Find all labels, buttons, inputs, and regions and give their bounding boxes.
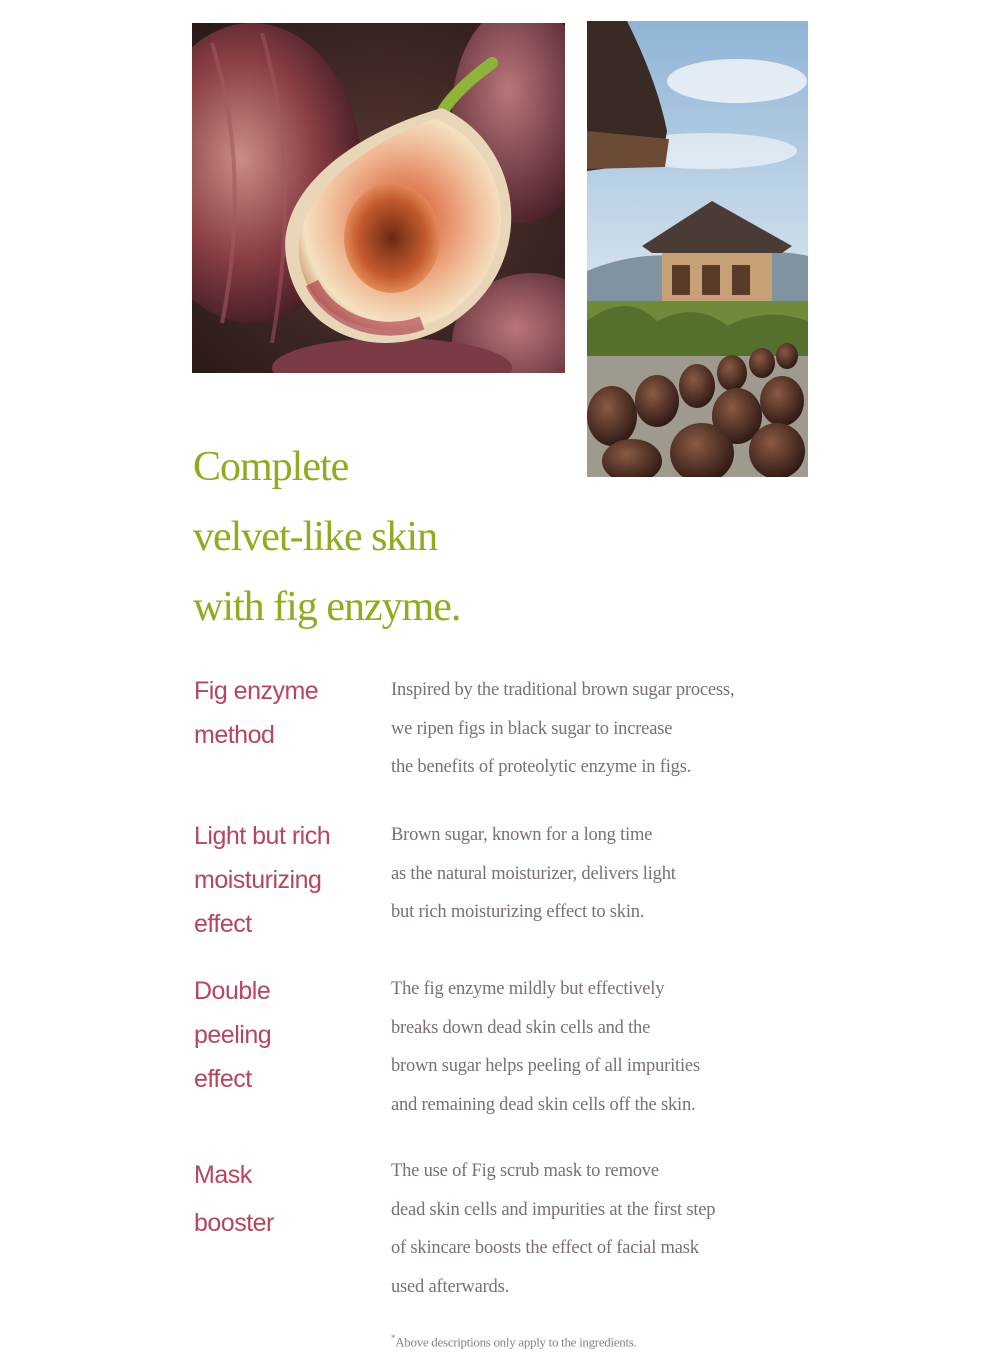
footnote-text: Above descriptions only apply to the ingredients. xyxy=(395,1334,637,1350)
feature-desc-line: and remaining dead skin cells off the skin. xyxy=(391,1094,696,1115)
feature-desc-line: Inspired by the traditional brown sugar process, xyxy=(391,680,735,700)
feature-desc-line: the benefits of proteolytic enzyme in figs. xyxy=(391,757,692,777)
feature-title-line: booster xyxy=(194,1209,274,1237)
feature-title-line: effect xyxy=(194,1065,252,1093)
feature-desc-line: breaks down dead skin cells and the xyxy=(391,1017,651,1038)
feature-desc-line: brown sugar helps peeling of all impurities xyxy=(391,1056,700,1076)
feature-title-line: peeling xyxy=(194,1021,272,1049)
footnote xyxy=(391,1333,637,1350)
feature-desc-line: dead skin cells and impurities at the first step xyxy=(391,1199,716,1220)
feature-title xyxy=(194,1151,374,1247)
headline-line: Complete xyxy=(193,444,349,490)
feature-description xyxy=(391,816,811,932)
footnote-mark: * xyxy=(391,1333,396,1343)
fig-fruit-icon xyxy=(192,23,565,373)
feature-description xyxy=(391,1152,811,1306)
feature-title-line: Fig enzyme xyxy=(194,677,319,705)
hanok-village-photo xyxy=(587,21,808,477)
headline xyxy=(193,432,573,642)
feature-desc-line: The fig enzyme mildly but effectively xyxy=(391,979,665,999)
feature-title xyxy=(194,814,374,946)
feature-title-line: Light but rich xyxy=(194,822,331,850)
feature-title-line: Mask xyxy=(194,1161,252,1189)
feature-desc-line: as the natural moisturizer, delivers light xyxy=(391,863,676,884)
feature-description xyxy=(391,671,811,787)
feature-desc-line: used afterwards. xyxy=(391,1276,510,1297)
feature-desc-line: Brown sugar, known for a long time xyxy=(391,825,653,845)
feature-desc-line: The use of Fig scrub mask to remove xyxy=(391,1161,659,1181)
feature-desc-line: of skincare boosts the effect of facial mask xyxy=(391,1238,699,1258)
feature-title xyxy=(194,669,374,757)
headline-line: velvet-like skin xyxy=(193,514,438,560)
feature-desc-line: we ripen figs in black sugar to increase xyxy=(391,718,673,739)
feature-title-line: moisturizing xyxy=(194,866,322,894)
feature-title-line: Double xyxy=(194,977,271,1005)
feature-description xyxy=(391,970,811,1124)
feature-title-line: method xyxy=(194,721,275,749)
feature-title-line: effect xyxy=(194,910,252,938)
fig-photo xyxy=(192,23,565,373)
hanok-jars-icon xyxy=(587,21,808,477)
feature-title xyxy=(194,969,374,1101)
feature-desc-line: but rich moisturizing effect to skin. xyxy=(391,902,645,922)
headline-line: with fig enzyme. xyxy=(193,584,461,630)
